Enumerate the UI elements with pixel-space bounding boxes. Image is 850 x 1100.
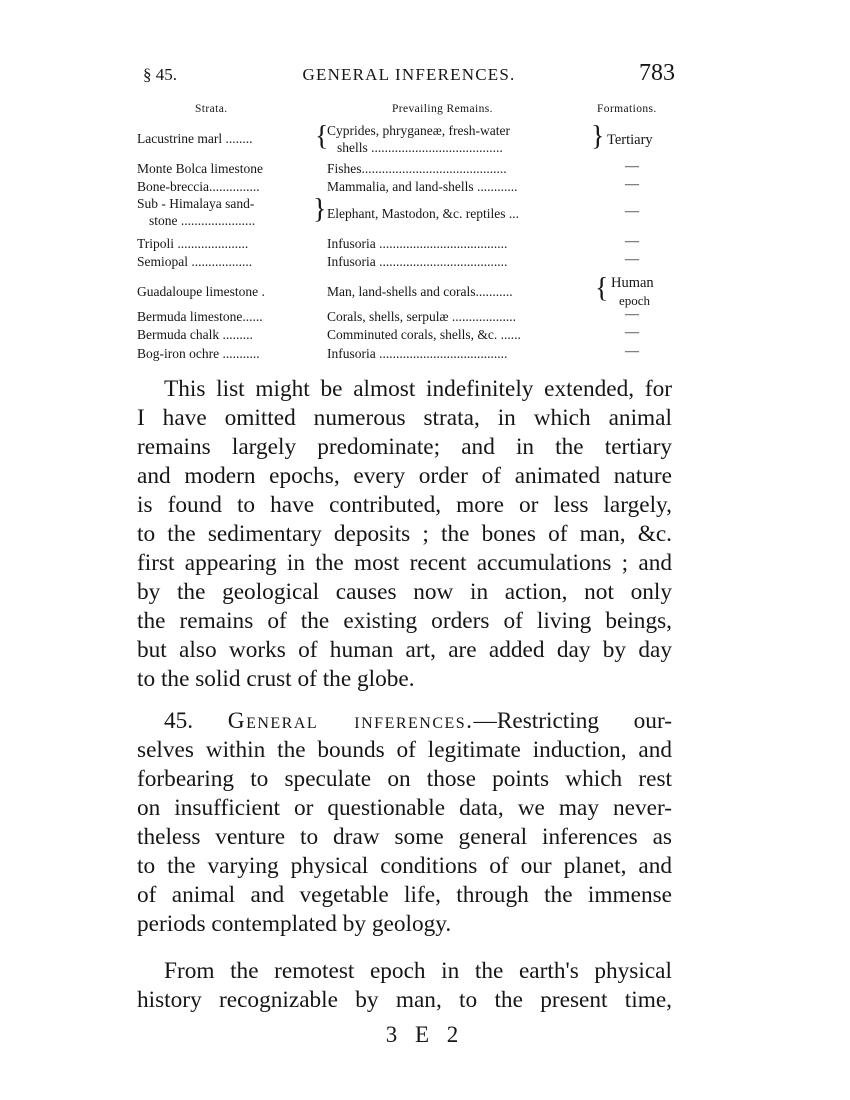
- formation-cell: —: [625, 204, 639, 219]
- formation-cell: Human: [611, 275, 654, 291]
- running-title: GENERAL INFERENCES.: [302, 65, 516, 84]
- formation-cell: —: [625, 344, 639, 359]
- strata-cell: Bone-breccia...............: [137, 179, 260, 194]
- formation-cell: —: [625, 159, 639, 174]
- paragraph-general-inferences: [137, 707, 672, 939]
- text-line: theless venture to draw some general inferences as: [137, 824, 672, 850]
- strata-cell: Bermuda chalk .........: [137, 327, 253, 342]
- strata-cell: Semiopal ..................: [137, 254, 253, 269]
- strata-cell: Guadaloupe limestone .: [137, 284, 265, 299]
- text-line: first appearing in the most recent accumulations ; and: [137, 550, 672, 576]
- table-row: [137, 161, 677, 177]
- strata-cell: Monte Bolca limestone: [137, 161, 263, 176]
- right-brace: }: [313, 194, 327, 225]
- left-brace: {: [315, 121, 329, 152]
- text-line: to the sedimentary deposits ; the bones of man, &c.: [137, 521, 672, 547]
- formation-cell: —: [625, 252, 639, 267]
- table-row: [137, 327, 677, 343]
- formation-cell: —: [625, 325, 639, 340]
- text-line: the remains of the existing orders of living beings,: [137, 608, 672, 634]
- text-line: by the geological causes now in action, not only: [137, 579, 672, 605]
- header-strata: Strata.: [195, 103, 228, 115]
- text-line: This list might be almost indefinitely extended, for: [164, 376, 672, 402]
- remains-cell: Infusoria ......................................: [327, 236, 508, 251]
- signature-mark: 3 E 2: [385, 1022, 465, 1047]
- strata-cell: Bog-iron ochre ...........: [137, 346, 260, 361]
- remains-cell: Mammalia, and land-shells ............: [327, 179, 518, 194]
- text-line: on insufficient or questionable data, we may never-: [137, 795, 672, 821]
- text-line: history recognizable by man, to the present time,: [137, 987, 672, 1013]
- strata-cell: Bermuda limestone......: [137, 309, 263, 324]
- text-line: of animal and vegetable life, through the immense: [137, 882, 672, 908]
- text-line: to the solid crust of the globe.: [137, 666, 415, 692]
- formation-cell-cont: epoch: [619, 293, 651, 308]
- strata-cell: Lacustrine marl ........: [137, 131, 253, 146]
- text-line: but also works of human art, are added day by day: [137, 637, 672, 663]
- strata-cell: Sub - Himalaya sand-: [137, 196, 255, 211]
- table-row: [137, 194, 677, 228]
- formation-cell: —: [625, 177, 639, 192]
- table-row: [137, 254, 677, 270]
- table-row: [137, 309, 677, 325]
- table-row: [137, 179, 677, 195]
- text-line: and modern epochs, every order of animated nature: [137, 463, 672, 489]
- header-remains: Prevailing Remains.: [392, 103, 493, 115]
- text-line: periods contemplated by geology.: [137, 911, 452, 937]
- remains-cell: Infusoria ......................................: [327, 254, 508, 269]
- formation-cell: Tertiary: [607, 132, 653, 148]
- table-row: [137, 273, 677, 308]
- text-line: forbearing to speculate on those points which rest: [137, 766, 672, 792]
- text-line: [137, 707, 672, 736]
- remains-cell: Man, land-shells and corals...........: [327, 284, 513, 299]
- remains-cell: Infusoria ......................................: [327, 346, 508, 361]
- text-fragment: —Restricting our-: [473, 708, 673, 734]
- text-line: I have omitted numerous strata, in which animal: [137, 405, 672, 431]
- paragraph-list-extended: [137, 375, 672, 694]
- text-line: remains largely predominate; and in the tertiary: [137, 434, 672, 460]
- strata-cell-cont: stone ......................: [149, 213, 256, 228]
- remains-cell-cont: shells .......................................: [337, 140, 503, 155]
- table-row: [137, 346, 677, 362]
- remains-cell: Corals, shells, serpulæ ...................: [327, 309, 516, 324]
- remains-cell: Cyprides, phryganeæ, fresh-water: [327, 123, 510, 138]
- table-row: [137, 236, 677, 252]
- formation-cell: —: [625, 307, 639, 322]
- text-line: From the remotest epoch in the earth's physical: [164, 958, 672, 984]
- remains-cell: Comminuted corals, shells, &c. ......: [327, 327, 521, 342]
- remains-cell: Elephant, Mastodon, &c. reptiles ...: [327, 206, 519, 221]
- paragraph-remotest-epoch: [137, 957, 672, 1015]
- text-line: selves within the bounds of legitimate induction, and: [137, 737, 672, 763]
- formation-cell: —: [625, 234, 639, 249]
- strata-cell: Tripoli .....................: [137, 236, 249, 251]
- right-brace: }: [591, 121, 605, 152]
- header-formations: Formations.: [597, 103, 657, 115]
- section-heading: General inferences.: [227, 708, 474, 734]
- running-header: [143, 60, 675, 90]
- table-row: [137, 121, 677, 155]
- text-line: to the varying physical conditions of our planet, and: [137, 853, 672, 879]
- section-number: 45.: [164, 708, 194, 734]
- section-mark: § 45.: [143, 65, 177, 84]
- left-brace: {: [595, 273, 609, 304]
- remains-cell: Fishes...........................................: [327, 161, 507, 176]
- text-line: is found to have contributed, more or less largely,: [137, 492, 672, 518]
- page-number: 783: [639, 60, 675, 86]
